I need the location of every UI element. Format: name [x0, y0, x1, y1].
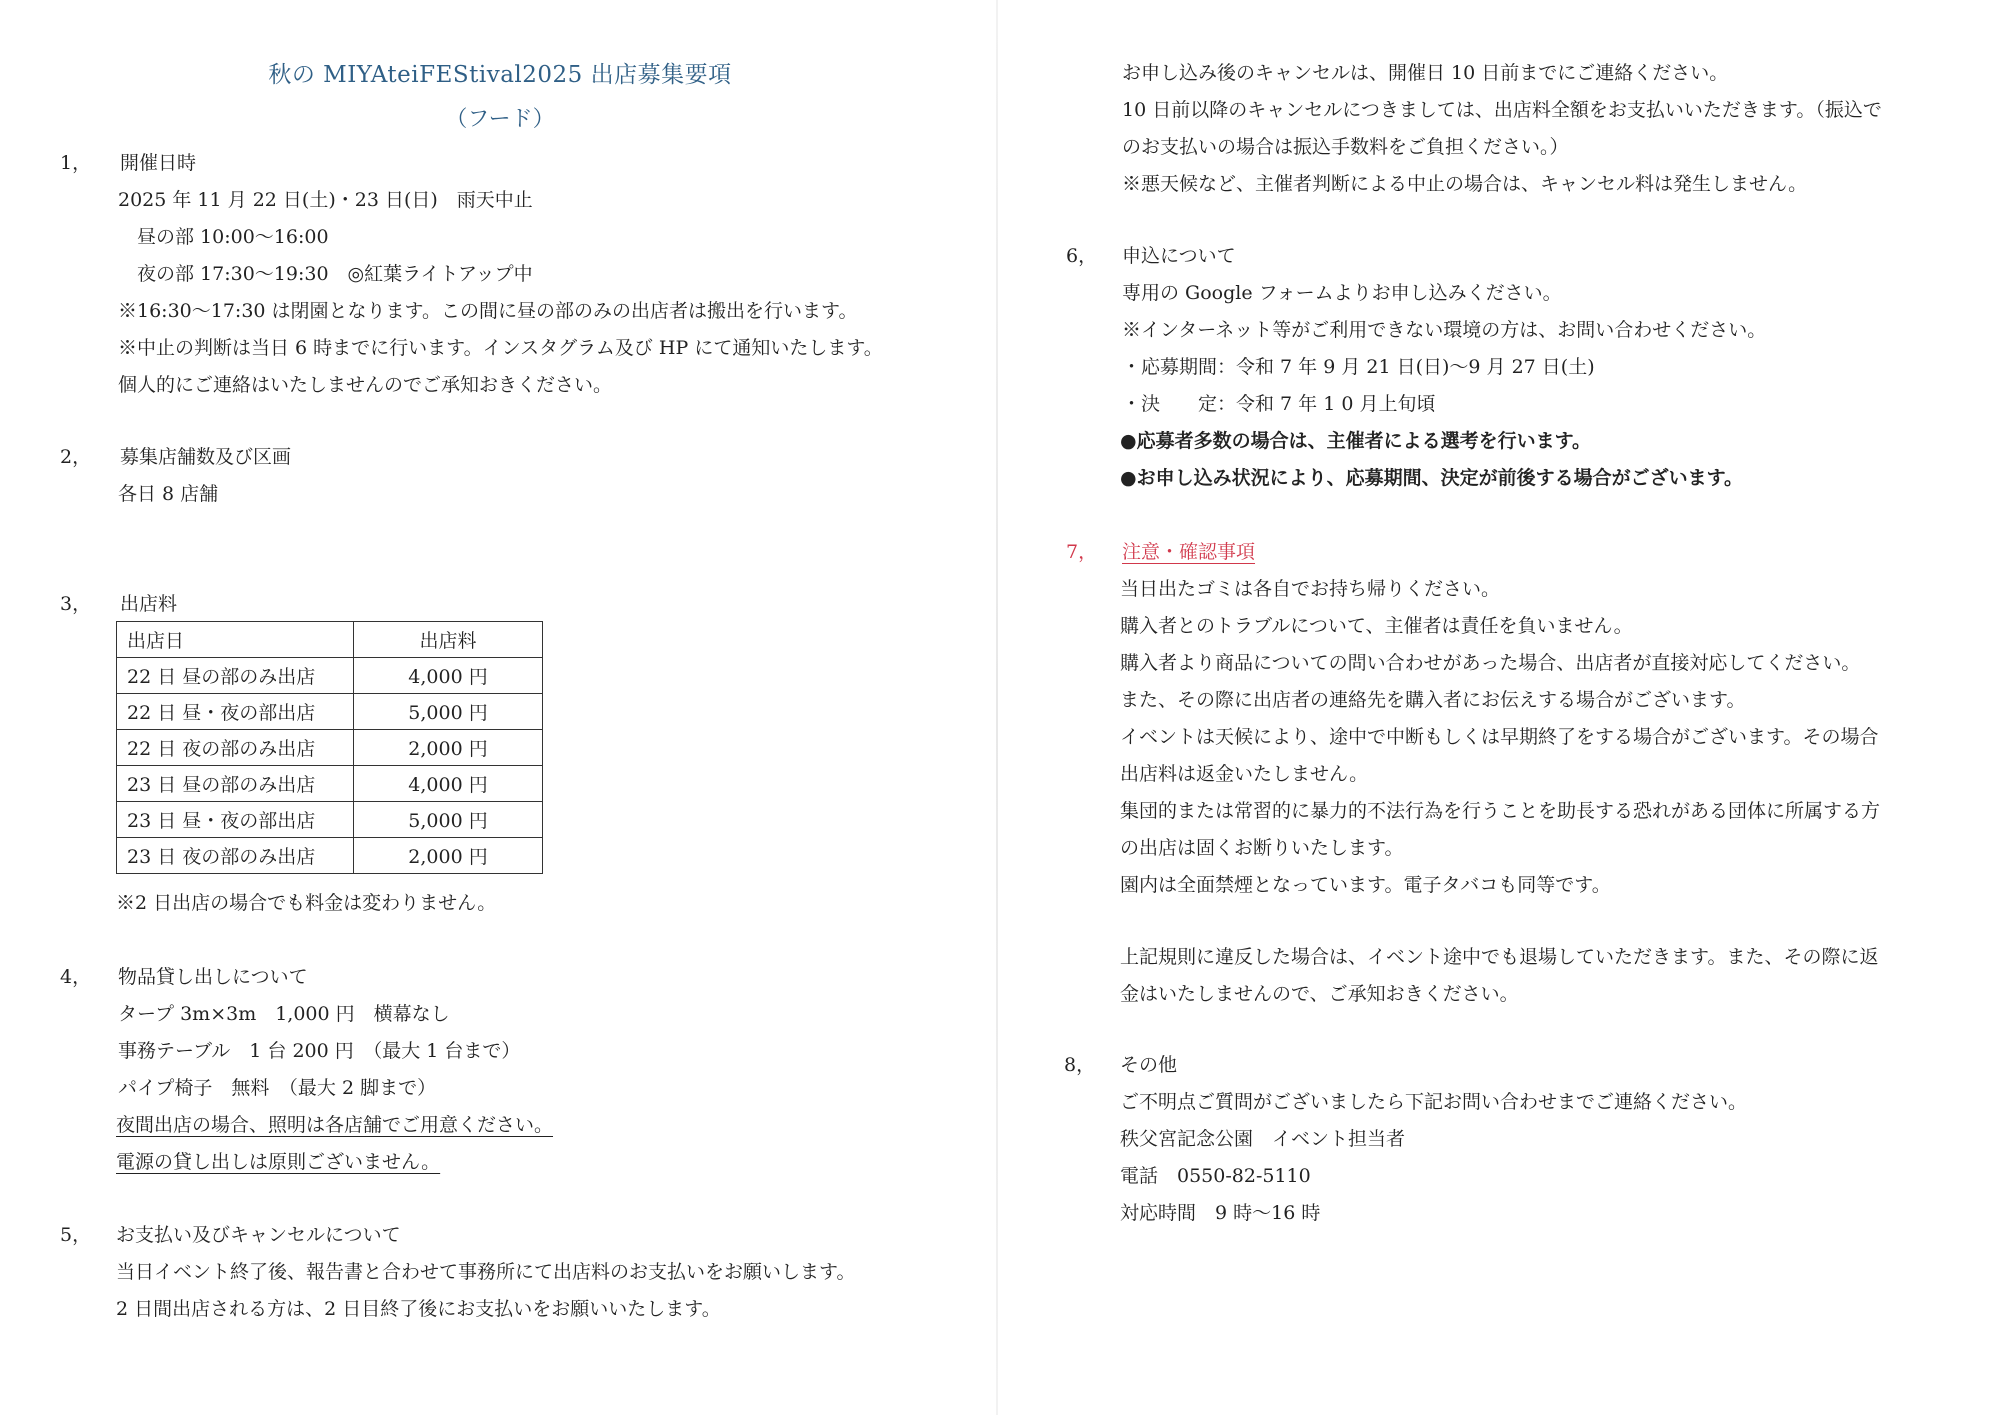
section-4-underlined-line: 電源の貸し出しは原則ございません。	[116, 1151, 441, 1173]
contact-org: 秩父宮記念公園 イベント担当者	[1120, 1128, 1406, 1150]
contact-phone: 電話 0550-82-5110	[1120, 1165, 1311, 1187]
fee-table-header-fee: 出店料	[354, 622, 543, 658]
fee-table-cell: 23 日 昼の部のみ出店	[117, 766, 354, 802]
section-7-line: 出店料は返金いたしません。	[1120, 763, 1369, 785]
section-4-line: パイプ椅子 無料 （最大 2 脚まで）	[118, 1077, 437, 1099]
document-subtitle: （フード）	[445, 107, 555, 132]
fee-table-cell: 4,000 円	[354, 658, 543, 694]
fee-table-cell: 23 日 夜の部のみ出店	[117, 838, 354, 874]
section-4-line: タープ 3m×3m 1,000 円 横幕なし	[118, 1003, 450, 1025]
section-6-line: ※インターネット等がご利用できない環境の方は、お問い合わせください。	[1122, 319, 1767, 341]
section-3-heading: 出店料	[120, 593, 178, 615]
section-6-line: ・応募期間：令和 7 年 9 月 21 日(日)～9 月 27 日(土)	[1122, 356, 1595, 378]
fee-table-cell: 5,000 円	[354, 802, 543, 838]
fee-table	[116, 621, 543, 874]
section-7-line: の出店は固くお断りいたします。	[1120, 837, 1404, 859]
fee-table-cell: 2,000 円	[354, 838, 543, 874]
fee-table-cell: 2,000 円	[354, 730, 543, 766]
fee-table-cell: 22 日 昼・夜の部出店	[117, 694, 354, 730]
section-7-heading: 注意・確認事項	[1122, 541, 1256, 563]
section-2-number: 2，	[60, 446, 92, 468]
section-8-number: 8，	[1064, 1054, 1096, 1076]
section-7-line: また、その際に出店者の連絡先を購入者にお伝えする場合がございます。	[1120, 689, 1746, 711]
section-4-underlined-line: 夜間出店の場合、照明は各店舗でご用意ください。	[116, 1114, 554, 1136]
fee-table-cell: 5,000 円	[354, 694, 543, 730]
section-4-heading: 物品貸し出しについて	[118, 966, 308, 988]
section-1-line: 夜の部 17:30～19:30 ◎紅葉ライトアップ中	[118, 263, 533, 285]
section-2-heading: 募集店舗数及び区画	[120, 446, 292, 468]
table-row	[117, 694, 543, 730]
section-1-heading: 開催日時	[120, 152, 197, 174]
fee-table-header-date: 出店日	[117, 622, 354, 658]
section-6-bold-line: ●応募者多数の場合は、主催者による選考を行います。	[1120, 430, 1592, 452]
fee-table-cell: 23 日 昼・夜の部出店	[117, 802, 354, 838]
fee-table-cell: 22 日 昼の部のみ出店	[117, 658, 354, 694]
table-row	[117, 658, 543, 694]
section-5-continued-line: のお支払いの場合は振込手数料をご負担ください。）	[1122, 136, 1569, 158]
section-5-number: 5，	[60, 1224, 92, 1246]
contact-hours: 対応時間 9 時～16 時	[1120, 1202, 1321, 1224]
fee-table-header	[117, 622, 543, 658]
document-title: 秋の MIYAteiFEStival2025 出店募集要項	[268, 62, 732, 88]
section-1-line: ※中止の判断は当日 6 時までに行います。インスタグラム及び HP にて通知いたします。	[118, 337, 883, 359]
section-6-heading: 申込について	[1122, 245, 1236, 267]
page-fold	[996, 0, 998, 1415]
section-8-line: ご不明点ご質問がございましたら下記お問い合わせまでご連絡ください。	[1120, 1091, 1748, 1113]
section-5-continued-line: 10 日前以降のキャンセルにつきましては、出店料全額をお支払いいただきます。（振込で	[1122, 99, 1882, 121]
section-7-line: 集団的または常習的に暴力的不法行為を行うことを助長する恐れがある団体に所属する方	[1120, 800, 1881, 822]
section-4-line: 事務テーブル 1 台 200 円 （最大 1 台まで）	[118, 1040, 521, 1062]
section-1-number: 1，	[60, 152, 92, 174]
section-5-line: 2 日間出店される方は、2 日目終了後にお支払いをお願いいたします。	[116, 1298, 721, 1320]
section-7-line: イベントは天候により、途中で中断もしくは早期終了をする場合がございます。その場合	[1120, 726, 1879, 748]
section-4-number: 4，	[60, 966, 92, 988]
table-row	[117, 838, 543, 874]
section-5-line: 当日イベント終了後、報告書と合わせて事務所にて出店料のお支払いをお願いします。	[116, 1261, 856, 1283]
section-1-line: ※16:30～17:30 は閉園となります。この間に昼の部のみの出店者は搬出を行います。	[118, 300, 858, 322]
section-1-line: 個人的にご連絡はいたしませんのでご承知おきください。	[118, 374, 613, 396]
section-7-footer-line: 上記規則に違反した場合は、イベント途中でも退場していただきます。また、その際に返	[1120, 946, 1879, 968]
table-row	[117, 802, 543, 838]
section-5-continued-line: ※悪天候など、主催者判断による中止の場合は、キャンセル料は発生しません。	[1122, 173, 1808, 195]
fee-note: ※2 日出店の場合でも料金は変わりません。	[116, 892, 497, 914]
section-5-continued-line: お申し込み後のキャンセルは、開催日 10 日前までにご連絡ください。	[1122, 62, 1729, 84]
section-6-line: 専用の Google フォームよりお申し込みください。	[1122, 282, 1562, 304]
section-8-heading: その他	[1120, 1054, 1178, 1076]
section-6-number: 6，	[1066, 245, 1098, 267]
section-5-heading: お支払い及びキャンセルについて	[116, 1224, 401, 1246]
section-1-line: 2025 年 11 月 22 日(土)・23 日(日) 雨天中止	[118, 189, 533, 211]
section-7-line: 購入者とのトラブルについて、主催者は責任を負いません。	[1120, 615, 1633, 637]
section-7-line: 購入者より商品についての問い合わせがあった場合、出店者が直接対応してください。	[1120, 652, 1861, 674]
section-6-line: ・決 定：令和 7 年 1 0 月上旬頃	[1122, 393, 1436, 415]
section-6-bold-line: ●お申し込み状況により、応募期間、決定が前後する場合がございます。	[1120, 467, 1744, 489]
section-1-line: 昼の部 10:00～16:00	[118, 226, 329, 248]
table-row	[117, 730, 543, 766]
section-7-line: 園内は全面禁煙となっています。電子タバコも同等です。	[1120, 874, 1611, 896]
table-row	[117, 766, 543, 802]
fee-table-cell: 22 日 夜の部のみ出店	[117, 730, 354, 766]
section-3-number: 3，	[60, 593, 92, 615]
section-7-footer-line: 金はいたしませんので、ご承知おきください。	[1120, 983, 1519, 1005]
section-7-number: 7，	[1066, 541, 1098, 563]
section-2-line: 各日 8 店舗	[118, 483, 219, 505]
section-7-line: 当日出たゴミは各自でお持ち帰りください。	[1120, 578, 1501, 600]
fee-table-cell: 4,000 円	[354, 766, 543, 802]
